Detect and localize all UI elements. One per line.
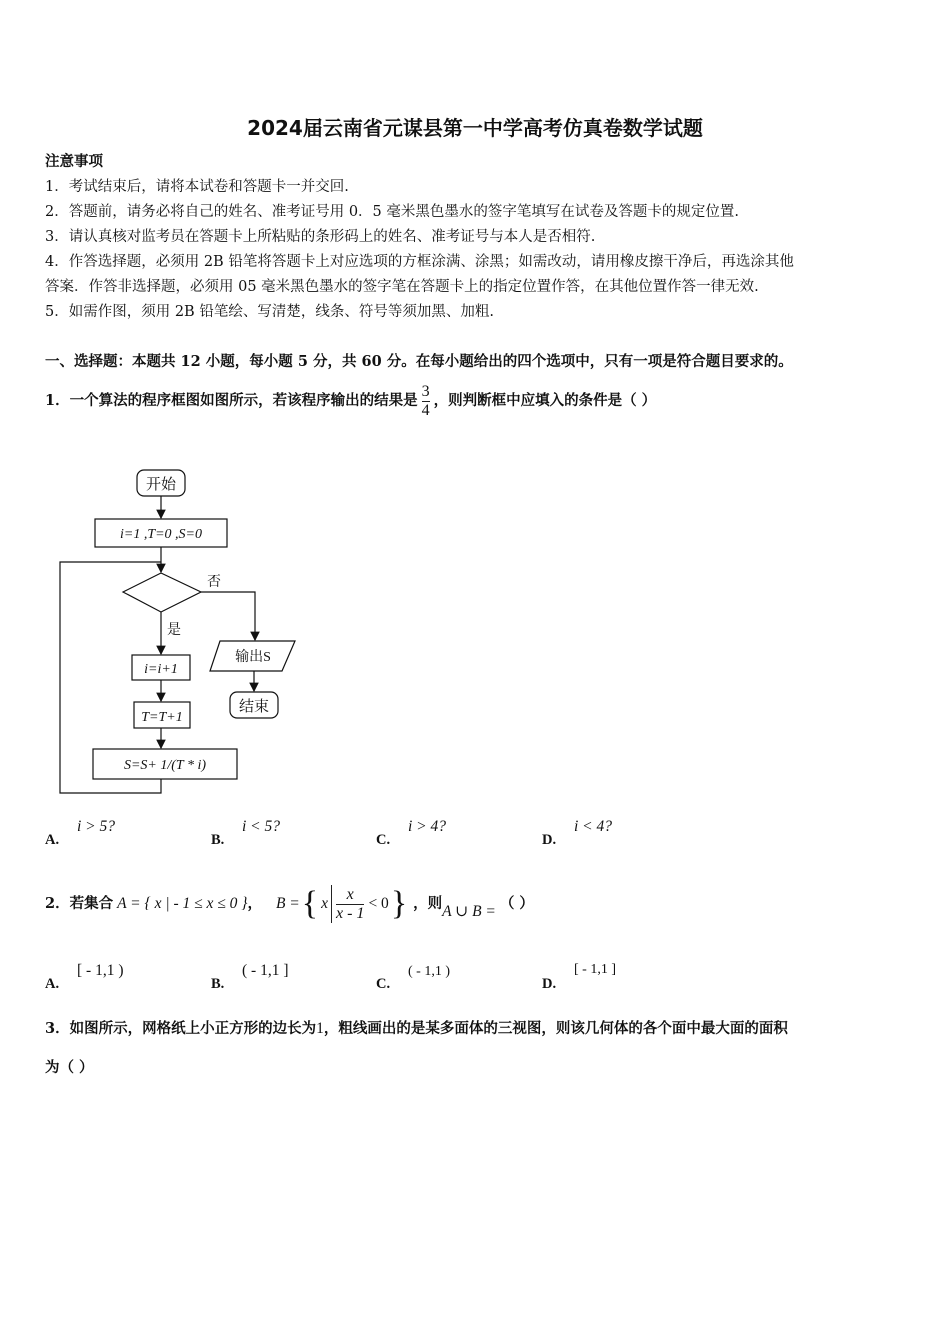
notice-line-5: 答案．作答非选择题，必须用 05 毫米黑色墨水的签字笔在答题卡上的指定位置作答，在其他位置作答一律无效. xyxy=(45,279,759,295)
q2-option-d[interactable]: [ - 1,1 ] xyxy=(574,962,616,977)
q2-option-a[interactable]: [ - 1,1 ) xyxy=(77,962,124,979)
notice-heading: 注意事项 xyxy=(45,153,103,170)
q1-option-d-label: D. xyxy=(542,832,557,848)
q2-set-b-brace-right: } xyxy=(390,885,408,922)
section-heading: 一、选择题：本题共 12 小题，每小题 5 分，共 60 分。在每小题给出的四个选项中，只有一项是符合题目要求的。 xyxy=(45,353,793,370)
notice-line-6: 5．如需作图，须用 2B 铅笔绘、写清楚，线条、符号等须加黑、加粗. xyxy=(45,304,494,320)
q1-option-b-label: B. xyxy=(211,832,225,848)
q1-frac-num: 3 xyxy=(421,382,430,400)
question-3-line-1 xyxy=(45,1019,788,1039)
q1-option-d[interactable]: i < 4? xyxy=(574,818,613,835)
q2-option-c-label: C. xyxy=(376,976,391,992)
flowchart-diagram xyxy=(50,460,310,800)
q2-option-a-label: A. xyxy=(45,976,60,992)
flow-no-label: 否 xyxy=(207,575,221,590)
q3-text-b: ，粗线画出的是某多面体的三视图，则该几何体的各个面中最大面的面积 xyxy=(323,1020,788,1037)
page-title: 2024届云南省元谋县第一中学高考仿真卷数学试题 xyxy=(247,116,703,140)
q2-set-b-condition: < 0 xyxy=(368,895,389,912)
q2-union: A ∪ B = xyxy=(442,902,496,920)
question-2 xyxy=(45,876,534,932)
notice-line-2: 2．答题前，请务必将自己的姓名、准考证号用 0．5 毫米黑色墨水的签字笔填写在试卷及答题卡的规定位置. xyxy=(45,204,739,220)
q1-frac-den: 4 xyxy=(421,401,430,419)
q1-text-pre: 1．一个算法的程序框图如图所示，若该程序输出的结果是 xyxy=(45,392,418,409)
q2-option-c[interactable]: ( - 1,1 ) xyxy=(408,964,450,979)
q2-comma: ， xyxy=(247,895,262,912)
q1-option-c-label: C. xyxy=(376,832,391,848)
flow-step3-text: S=S+ 1/(T * i) xyxy=(123,758,207,773)
notice-line-1: 1．考试结束后，请将本试卷和答题卡一并交回. xyxy=(45,179,349,195)
q2-frac-num: x xyxy=(346,885,354,903)
q3-text-a: 3．如图所示，网格纸上小正方形的边长为 xyxy=(45,1020,317,1037)
q1-option-c[interactable]: i > 4? xyxy=(408,818,447,835)
notice-line-4: 4．作答选择题，必须用 2B 铅笔将答题卡上对应选项的方框涂满、涂黑；如需改动，请用橡皮擦干净后，再选涂其他 xyxy=(45,254,794,270)
q2-option-b-label: B. xyxy=(211,976,225,992)
q1-text-post: ，则判断框中应填入的条件是（ ） xyxy=(433,392,657,409)
q1-option-a-label: A. xyxy=(45,832,60,848)
q2-frac-den: x - 1 xyxy=(336,904,365,922)
q2-text-pre: 2．若集合 xyxy=(45,895,114,912)
q3-number: 1 xyxy=(316,1020,324,1037)
flow-end-text: 结束 xyxy=(238,699,270,715)
flow-yes-label: 是 xyxy=(167,623,181,638)
q2-paren: （ ） xyxy=(499,895,534,912)
flow-init-text: i=1 ,T=0 ,S=0 xyxy=(119,527,203,542)
flow-decision-diamond xyxy=(123,573,201,612)
q2-set-b-brace-left: { xyxy=(301,885,319,922)
q2-set-a: A = { x | - 1 ≤ x ≤ 0 } xyxy=(117,895,248,912)
flow-start-text: 开始 xyxy=(145,477,177,493)
flow-step1-text: i=i+1 xyxy=(144,662,178,677)
q1-fraction xyxy=(422,383,430,420)
q1-option-a[interactable]: i > 5? xyxy=(77,818,116,835)
q2-option-d-label: D. xyxy=(542,976,557,992)
flow-step2-text: T=T+1 xyxy=(141,710,183,725)
q2-set-b-prefix: B = xyxy=(275,895,300,912)
q2-set-b-divider xyxy=(331,885,332,923)
q2-set-b-var: x xyxy=(321,895,328,912)
q2-option-b[interactable]: ( - 1,1 ] xyxy=(242,962,289,979)
question-1 xyxy=(45,378,656,424)
q2-set-b-fraction xyxy=(336,886,364,923)
question-3-line-2: 为（ ） xyxy=(45,1059,94,1076)
flow-output-text: 输出S xyxy=(235,650,271,665)
notice-line-3: 3．请认真核对监考员在答题卡上所粘贴的条形码上的姓名、准考证号与本人是否相符. xyxy=(45,229,596,245)
q1-option-b[interactable]: i < 5? xyxy=(242,818,281,835)
q2-then: ，则 xyxy=(413,895,443,912)
